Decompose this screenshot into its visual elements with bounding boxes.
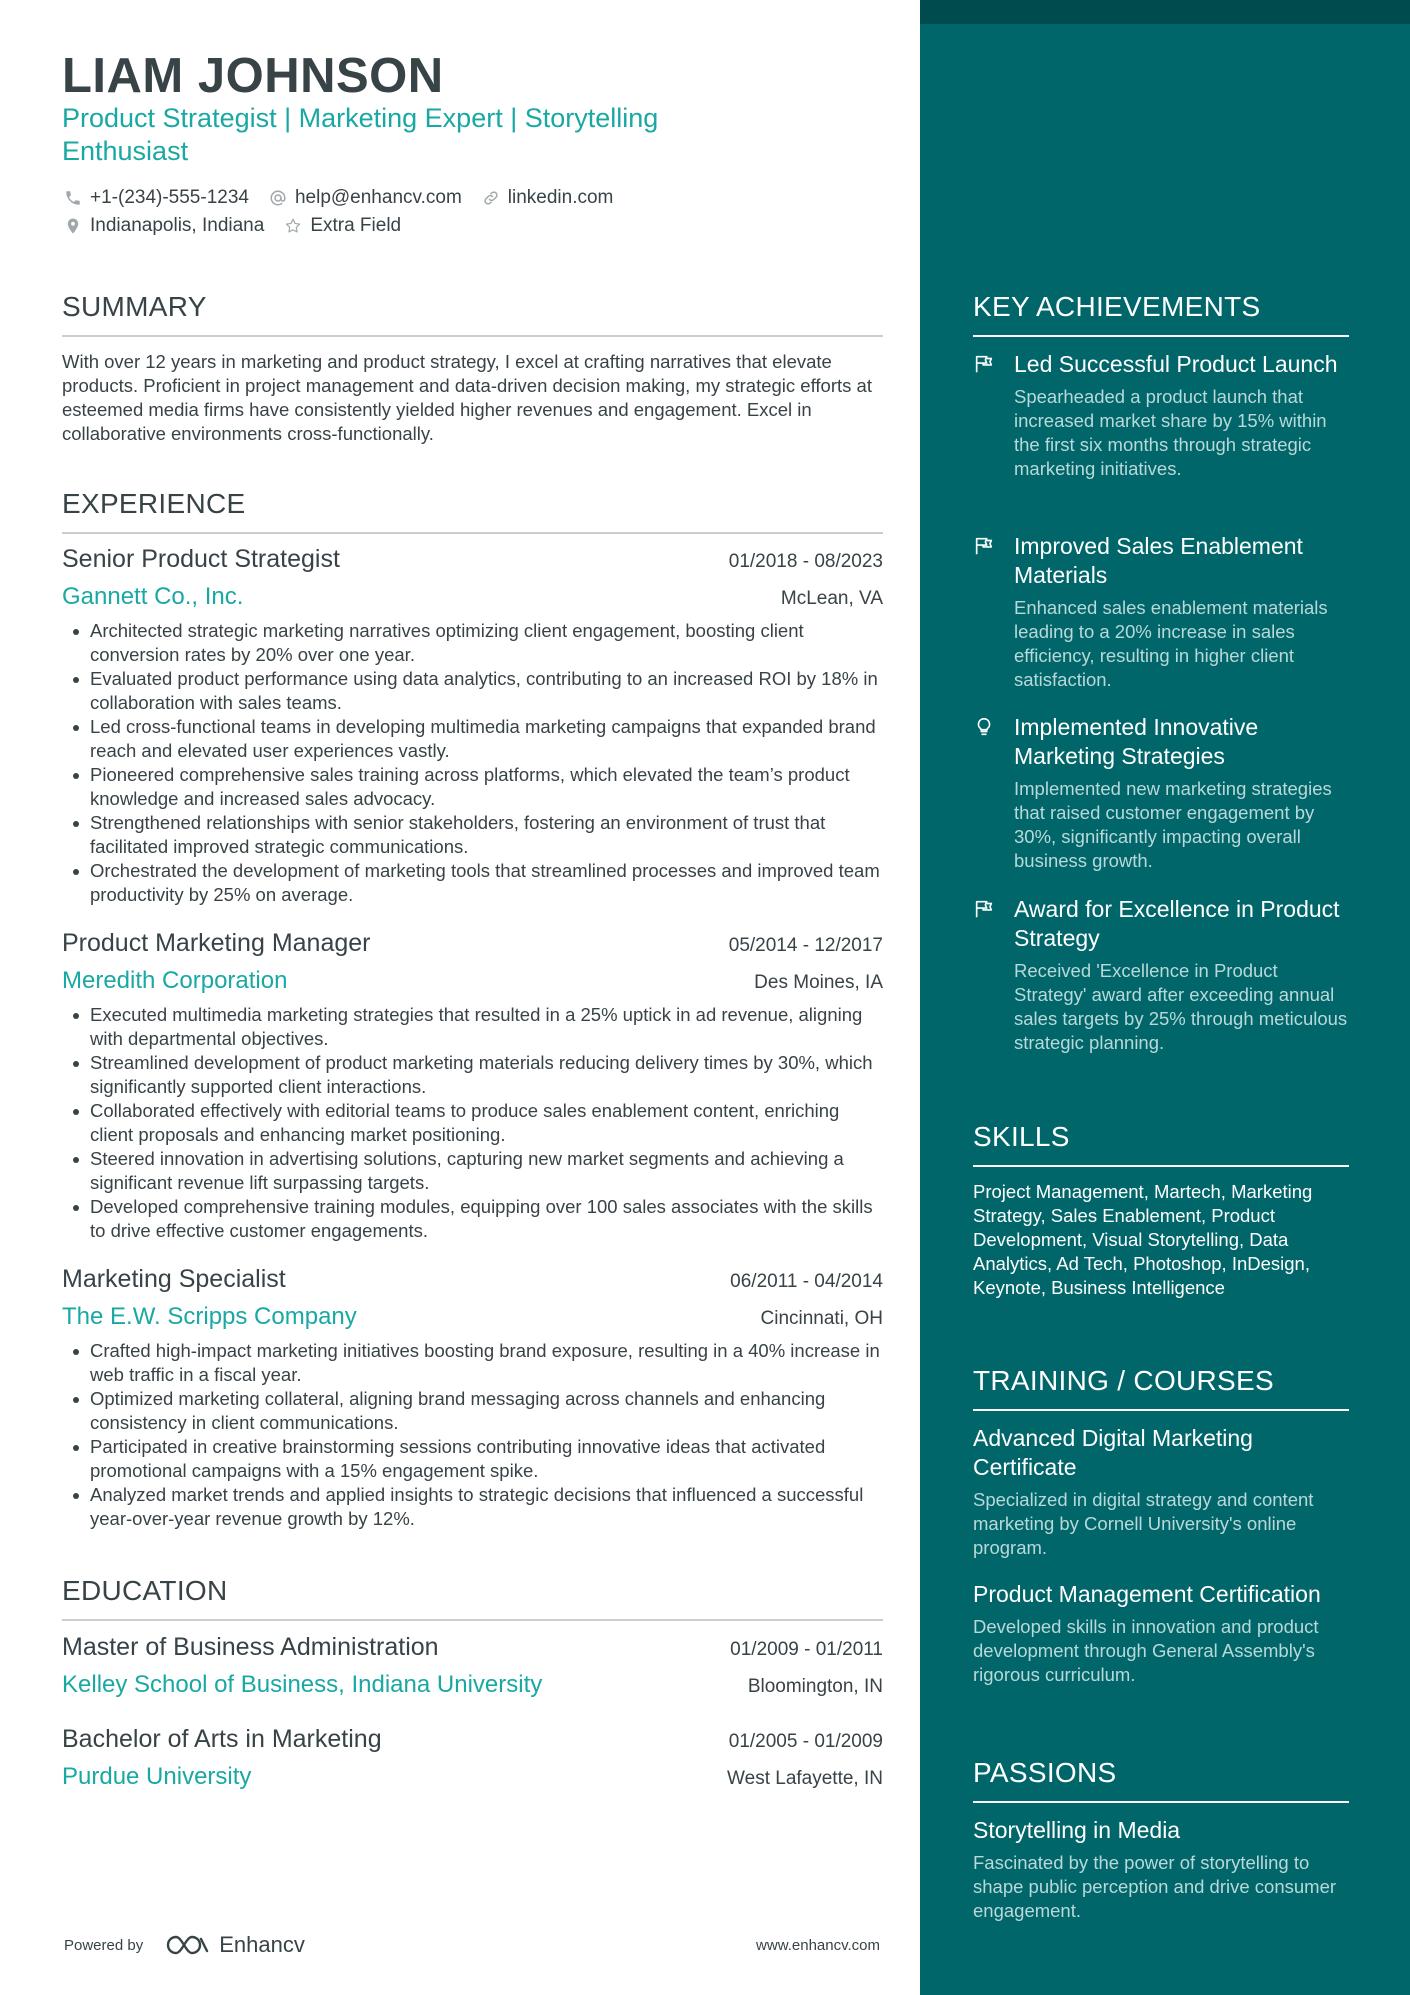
contact-phone[interactable] xyxy=(62,187,249,209)
passions-heading: PASSIONS xyxy=(973,1757,1349,1803)
flag-icon xyxy=(973,350,1014,378)
course-title: Product Management Certification xyxy=(973,1581,1321,1607)
contact-linkedin[interactable] xyxy=(480,187,614,209)
phone-icon xyxy=(62,187,84,209)
education-heading: EDUCATION xyxy=(62,1575,883,1621)
course-item xyxy=(973,1580,1349,1687)
summary-heading: SUMMARY xyxy=(62,291,883,337)
flag-icon xyxy=(973,895,1014,923)
location-text: Indianapolis, Indiana xyxy=(90,215,265,236)
enhancv-logo-icon xyxy=(165,1933,211,1957)
achievement-desc: Implemented new marketing strategies that raised customer engagement by 30%, significantly impacting overall business growth. xyxy=(1014,778,1332,871)
education-item xyxy=(62,1633,883,1707)
education-item xyxy=(62,1725,883,1799)
bullet-item: Streamlined development of product marketing materials reducing delivery times by 30%, which significantly supported client interactions. xyxy=(62,1051,883,1099)
education-dates: 01/2009 - 01/2011 xyxy=(730,1639,883,1660)
course-desc: Specialized in digital strategy and content marketing by Cornell University's online program. xyxy=(973,1489,1314,1558)
email-text: help@enhancv.com xyxy=(294,187,462,208)
bullet-item: Pioneered comprehensive sales training across platforms, which elevated the team’s product knowledge and increased sales advocacy. xyxy=(62,763,883,811)
brand-name: Enhancv xyxy=(219,1932,305,1957)
job-title: Senior Product Strategist xyxy=(62,545,340,573)
powered-by-label: Powered by xyxy=(64,1936,144,1954)
job-title: Marketing Specialist xyxy=(62,1265,286,1293)
flag-icon xyxy=(973,532,1014,560)
achievement-item xyxy=(973,532,1349,692)
location-pin-icon xyxy=(62,215,84,237)
bullet-item: Architected strategic marketing narratives optimizing client engagement, boosting client conversion rates by 20% over one year. xyxy=(62,619,883,667)
summary-text: With over 12 years in marketing and product strategy, I excel at crafting narratives that elevate products. Proficient in project management and data-driven decision making, my strategic efforts at esteemed media firms have consistently yielded higher revenues and engagement. Excel in collaborative environments cross-functionally. xyxy=(62,351,872,444)
training-heading: TRAINING / COURSES xyxy=(973,1365,1349,1411)
job-bullets xyxy=(62,619,883,907)
education-dates: 01/2005 - 01/2009 xyxy=(728,1731,883,1752)
contact-email[interactable] xyxy=(267,187,462,209)
bullet-item: Crafted high-impact marketing initiatives boosting brand exposure, resulting in a 40% increase in web traffic in a fiscal year. xyxy=(62,1339,883,1387)
contact-location xyxy=(62,215,264,237)
bullet-item: Collaborated effectively with editorial teams to produce sales enablement content, enriching client proposals and enhancing market positioning. xyxy=(62,1099,883,1147)
achievement-title: Improved Sales Enablement Materials xyxy=(1014,533,1303,588)
company-name: Meredith Corporation xyxy=(62,967,288,994)
candidate-name: LIAM JOHNSON xyxy=(62,49,444,103)
extra-field-text: Extra Field xyxy=(310,215,402,236)
experience-item xyxy=(62,545,883,907)
bullet-item: Led cross-functional teams in developing multimedia marketing campaigns that expanded brand reach and elevated user experiences vastly. xyxy=(62,715,883,763)
achievement-desc: Enhanced sales enablement materials leading to a 20% increase in sales efficiency, resulting in higher client satisfaction. xyxy=(1014,597,1328,690)
course-title: Advanced Digital Marketing Certificate xyxy=(973,1425,1253,1480)
bullet-item: Developed comprehensive training modules, equipping over 100 sales associates with the skills to drive effective customer engagements. xyxy=(62,1195,883,1243)
achievements-heading: KEY ACHIEVEMENTS xyxy=(973,291,1349,337)
school-location: West Lafayette, IN xyxy=(727,1768,883,1789)
passion-desc: Fascinated by the power of storytelling to shape public perception and drive consumer engagement. xyxy=(973,1852,1337,1921)
passion-title: Storytelling in Media xyxy=(973,1817,1181,1843)
degree-title: Bachelor of Arts in Marketing xyxy=(62,1725,382,1753)
achievement-title: Implemented Innovative Marketing Strategies xyxy=(1014,714,1259,769)
phone-text: +1-(234)-555-1234 xyxy=(90,187,249,208)
job-bullets xyxy=(62,1339,883,1531)
footer xyxy=(64,1932,880,1958)
course-desc: Developed skills in innovation and product development through General Assembly's rigorous curriculum. xyxy=(973,1616,1319,1685)
passion-item xyxy=(973,1816,1349,1923)
experience-item xyxy=(62,929,883,1243)
company-name: Gannett Co., Inc. xyxy=(62,583,244,610)
linkedin-text: linkedin.com xyxy=(507,187,614,208)
achievement-title: Award for Excellence in Product Strategy xyxy=(1014,896,1340,951)
school-location: Bloomington, IN xyxy=(747,1676,883,1697)
sidebar-top-bar xyxy=(920,0,1410,24)
at-icon xyxy=(267,187,289,209)
website-link[interactable]: www.enhancv.com xyxy=(756,1936,880,1954)
company-name: The E.W. Scripps Company xyxy=(62,1303,357,1330)
achievement-desc: Spearheaded a product launch that increased market share by 15% within the first six months through strategic marketing initiatives. xyxy=(1014,386,1327,479)
job-location: Cincinnati, OH xyxy=(760,1308,883,1329)
job-dates: 01/2018 - 08/2023 xyxy=(728,551,883,572)
skills-list: Project Management, Martech, Marketing Strategy, Sales Enablement, Product Development, Visual Storytelling, Data Analytics, Ad Tech, Photoshop, InDesign, Keynote, Business Intelligence xyxy=(973,1181,1313,1298)
degree-title: Master of Business Administration xyxy=(62,1633,439,1661)
skills-heading: SKILLS xyxy=(973,1121,1349,1167)
experience-heading: EXPERIENCE xyxy=(62,488,883,534)
enhancv-logo[interactable] xyxy=(165,1932,305,1958)
job-bullets xyxy=(62,1003,883,1243)
link-icon xyxy=(480,187,502,209)
job-dates: 05/2014 - 12/2017 xyxy=(728,935,883,956)
achievement-title: Led Successful Product Launch xyxy=(1014,351,1338,377)
bullet-item: Optimized marketing collateral, aligning brand messaging across channels and enhancing consistency in client communications. xyxy=(62,1387,883,1435)
achievement-item xyxy=(973,713,1349,873)
powered-by xyxy=(64,1932,305,1958)
contact-info xyxy=(62,184,882,240)
job-location: Des Moines, IA xyxy=(754,972,883,993)
job-location: McLean, VA xyxy=(780,588,883,609)
bullet-item: Strengthened relationships with senior stakeholders, fostering an environment of trust that facilitated improved strategic communications. xyxy=(62,811,883,859)
bullet-item: Evaluated product performance using data analytics, contributing to an increased ROI by 18% in collaboration with sales teams. xyxy=(62,667,883,715)
bullet-item: Analyzed market trends and applied insights to strategic decisions that influenced a successful year-over-year revenue growth by 12%. xyxy=(62,1483,883,1531)
bullet-item: Participated in creative brainstorming sessions contributing innovative ideas that activated promotional campaigns with a 15% engagement spike. xyxy=(62,1435,883,1483)
bullet-item: Executed multimedia marketing strategies that resulted in a 25% uptick in ad revenue, aligning with departmental objectives. xyxy=(62,1003,883,1051)
headline: Product Strategist | Marketing Expert | Storytelling Enthusiast xyxy=(62,103,659,166)
sidebar xyxy=(920,0,1410,1995)
job-dates: 06/2011 - 04/2014 xyxy=(730,1271,883,1292)
achievement-item xyxy=(973,350,1349,481)
achievement-item xyxy=(973,895,1349,1055)
course-item xyxy=(973,1424,1349,1560)
lightbulb-icon xyxy=(973,713,1014,741)
school-name: Purdue University xyxy=(62,1763,252,1790)
contact-extra xyxy=(282,215,401,237)
bullet-item: Steered innovation in advertising solutions, capturing new market segments and achieving a significant revenue lift surpassing targets. xyxy=(62,1147,883,1195)
experience-item xyxy=(62,1265,883,1531)
star-icon xyxy=(282,215,304,237)
achievement-desc: Received 'Excellence in Product Strategy' award after exceeding annual sales targets by 25% through meticulous strategic planning. xyxy=(1014,960,1348,1053)
bullet-item: Orchestrated the development of marketing tools that streamlined processes and improved team productivity by 25% on average. xyxy=(62,859,883,907)
job-title: Product Marketing Manager xyxy=(62,929,371,957)
school-name: Kelley School of Business, Indiana University xyxy=(62,1671,543,1698)
